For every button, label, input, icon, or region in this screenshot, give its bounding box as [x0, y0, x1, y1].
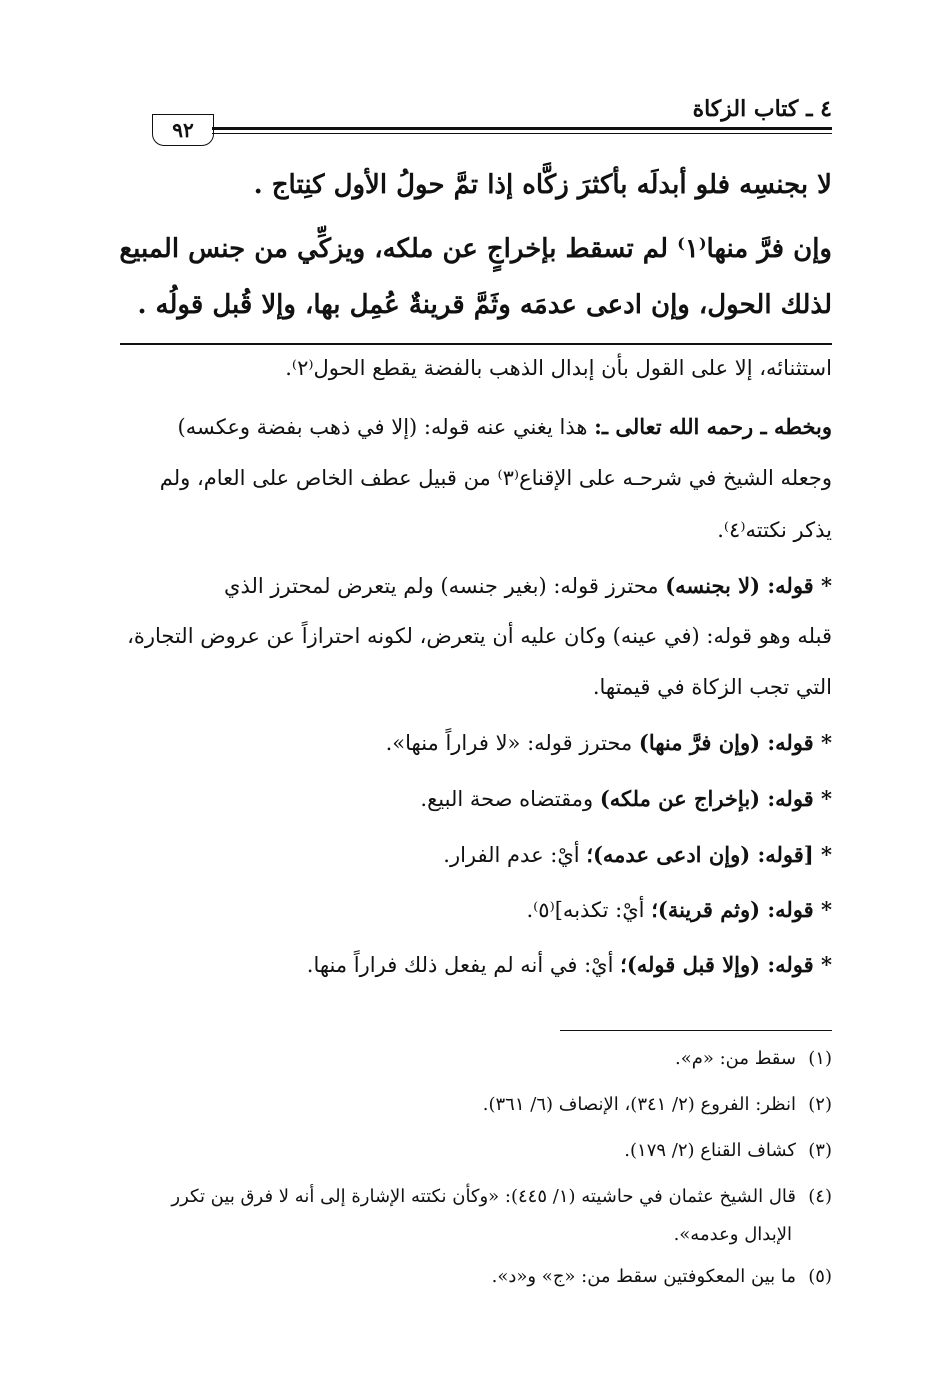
footnote-3-number: (٣)	[808, 1140, 832, 1161]
sharh-bullet-5	[120, 952, 832, 977]
footnote-2-text: انظر: الفروع (٢/ ٣٤١)، الإنصاف (٦/ ٣٦١).	[482, 1094, 796, 1115]
bullet-5-keyword: * قوله: (وإلا قبل قوله)؛	[620, 952, 832, 977]
footnote-5	[120, 1266, 832, 1287]
bullet-1-text: محترز قوله: «لا فراراً منها».	[385, 731, 639, 755]
page-number-badge: ٩٢	[152, 114, 214, 146]
header-rule-thin	[212, 133, 832, 134]
running-header-title: ٤ ـ كتاب الزكاة	[692, 96, 832, 122]
sharh-p1-line-1: استثنائه، إلا على القول بأن إبدال الذهب بالفضة يقطع الحول⁽٢⁾.	[285, 356, 832, 380]
footnote-3-text: كشاف القناع (٢/ ١٧٩).	[624, 1140, 796, 1161]
footnote-1-text: سقط من: «م».	[674, 1048, 796, 1069]
sharh-bullet-4	[120, 897, 832, 922]
footnote-2-number: (٢)	[808, 1094, 832, 1115]
bullet-3-text: أيْ: عدم الفرار.	[443, 843, 587, 867]
bullet-2-keyword: * قوله: (بإخراج عن ملكه)	[599, 786, 832, 811]
footnote-separator-rule	[560, 1030, 832, 1031]
matn-separator-rule	[120, 343, 832, 345]
footnote-2	[120, 1094, 832, 1115]
matn-line-2: وإن فرَّ منها⁽١⁾ لم تسقط بإخراجٍ عن ملكه، ويزكِّي من جنس المبيع	[119, 234, 832, 264]
sharh-p2-line-1-text: هذا يغني عنه قوله: (إلا في ذهب بفضة وعكسه)	[177, 415, 595, 439]
matn-line-3: لذلك الحول، وإن ادعى عدمَه وثَمَّ قرينةٌ عُمِل بها، وإلا قُبل قولُه .	[137, 290, 832, 320]
sharh-p2-line-3: يذكر نكتته⁽٤⁾.	[717, 518, 832, 542]
bullet-2-text: ومقتضاه صحة البيع.	[420, 787, 600, 811]
sharh-p3-line-3: التي تجب الزكاة في قيمتها.	[592, 675, 832, 699]
footnote-3	[120, 1140, 832, 1161]
footnote-5-text: ما بين المعكوفتين سقط من: «ج» و«د».	[491, 1266, 796, 1287]
sharh-p2-keyword: وبخطه ـ رحمه الله تعالى ـ:	[594, 414, 832, 439]
footnote-1	[120, 1048, 832, 1069]
footnote-4-text: قال الشيخ عثمان في حاشيته (١/ ٤٤٥): «وكأن نكتته الإشارة إلى أنه لا فرق بين تكرر	[171, 1186, 796, 1207]
bullet-4-text: أيْ: تكذبه]⁽٥⁾.	[526, 898, 652, 922]
bullet-3-keyword: * [قوله: (وإن ادعى عدمه)؛	[586, 842, 832, 867]
footnote-4	[120, 1186, 832, 1207]
bullet-1-keyword: * قوله: (وإن فرَّ منها)	[638, 730, 832, 755]
footnote-4-continuation: الإبدال وعدمه».	[673, 1224, 792, 1245]
sharh-bullet-2	[120, 786, 832, 811]
sharh-p3-keyword: * قوله: (لا بجنسه)	[665, 573, 832, 598]
footnote-1-number: (١)	[808, 1048, 832, 1069]
matn-line-1: لا بجنسِه فلو أبدلَه بأكثرَ زكَّاه إذا تمَّ حولُ الأول كنِتاج .	[253, 170, 832, 200]
bullet-5-text: أيْ: في أنه لم يفعل ذلك فراراً منها.	[306, 953, 621, 977]
bullet-4-keyword: * قوله: (وثم قرينة)؛	[651, 897, 832, 922]
sharh-bullet-3	[120, 842, 832, 867]
sharh-p3-line-1-text: محترز قوله: (بغير جنسه) ولم يتعرض لمحترز الذي	[224, 574, 666, 598]
sharh-p2-line-2: وجعله الشيخ في شرحـه على الإقناع⁽٣⁾ من قبيل عطف الخاص على العام، ولم	[159, 466, 832, 490]
footnote-5-number: (٥)	[808, 1266, 832, 1287]
sharh-bullet-1	[120, 730, 832, 755]
sharh-p2-line-1	[120, 414, 832, 439]
header-rule-thick	[212, 127, 832, 130]
footnote-4-number: (٤)	[808, 1186, 832, 1207]
sharh-p3-line-1	[120, 573, 832, 598]
sharh-p3-line-2: قبله وهو قوله: (في عينه) وكان عليه أن يتعرض، لكونه احترازاً عن عروض التجارة،	[127, 624, 832, 648]
